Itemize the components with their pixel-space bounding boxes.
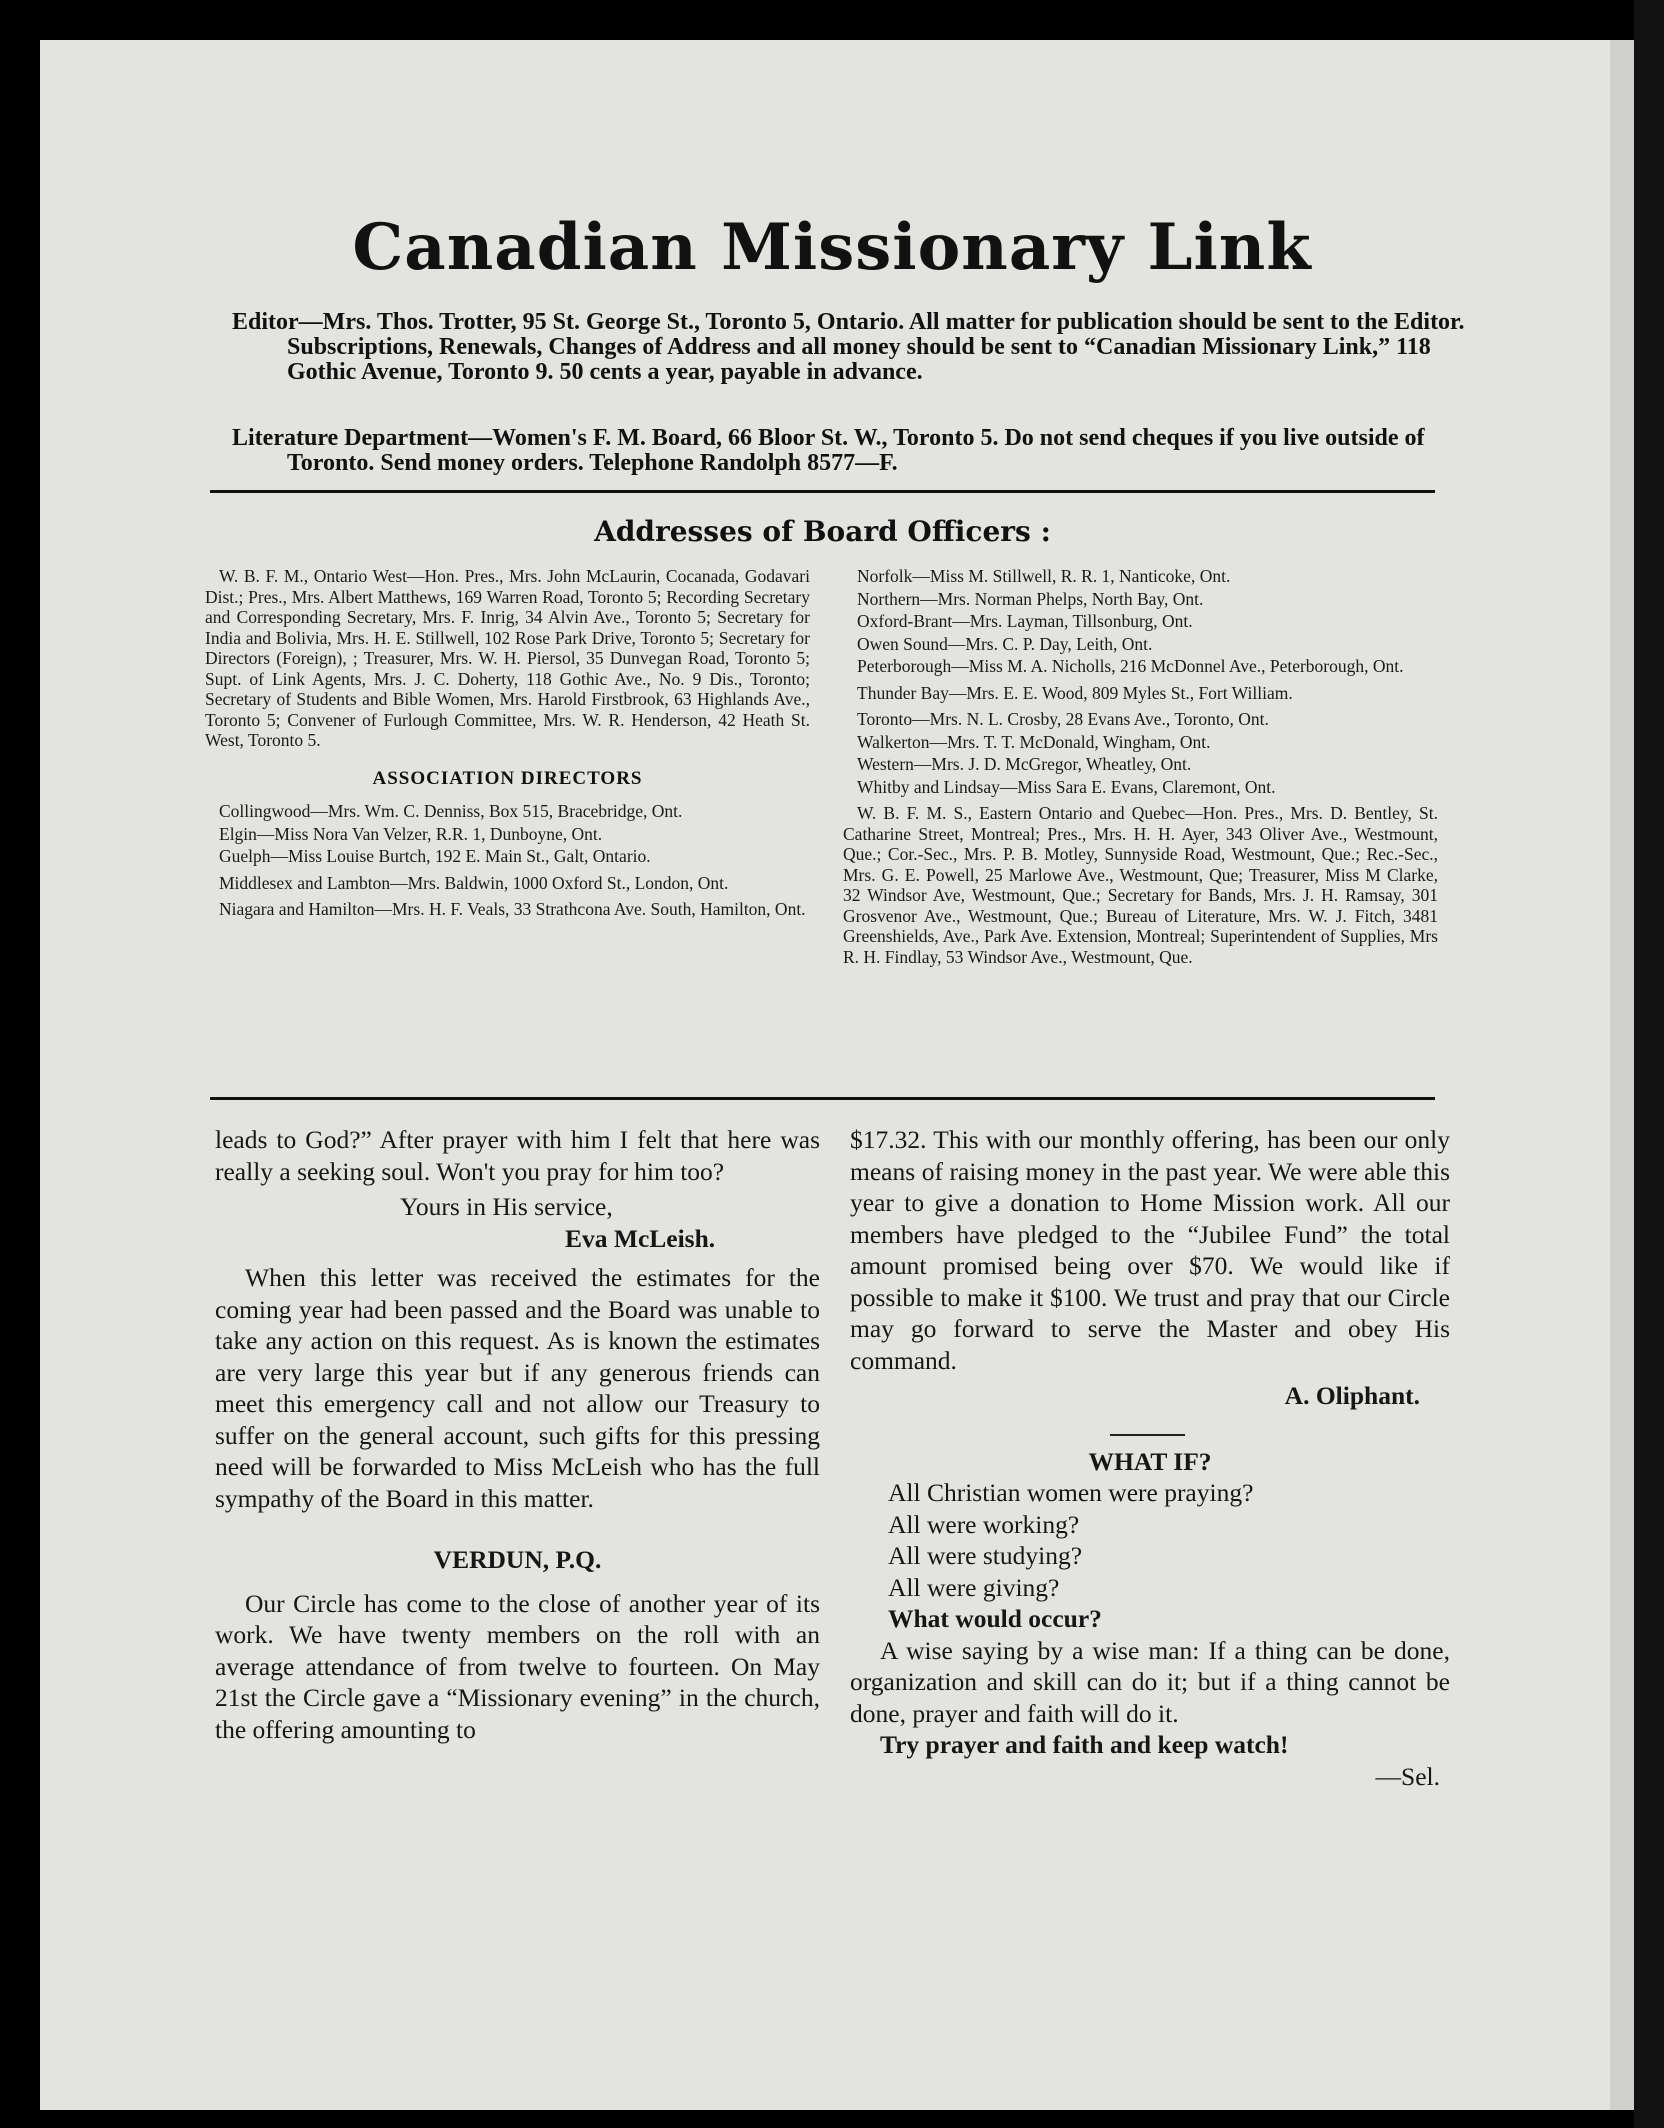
assoc-entry: Toronto—Mrs. N. L. Crosby, 28 Evans Ave., Toronto, Ont. (857, 709, 1269, 729)
assoc-entry: Owen Sound—Mrs. C. P. Day, Leith, Ont. (857, 633, 1153, 654)
header-rule (210, 490, 1435, 493)
what-if-heading: WHAT IF? (1088, 1446, 1212, 1476)
literature-info: Literature Department—Women's F. M. Board, 66 Bloor St. W., Toronto 5. Do not send cheques if you live outside of Toronto. Send money orders. Telephone Randolph 8577—F. (232, 425, 1425, 476)
oliphant-signature: A. Oliphant. (1284, 1381, 1420, 1410)
what-if-line: All were studying? (888, 1541, 1083, 1570)
try-prayer-line: Try prayer and faith and keep watch! (880, 1730, 1289, 1759)
assoc-entry: Northern—Mrs. Norman Phelps, North Bay, Ont. (857, 588, 1204, 609)
board-title: Addresses of Board Officers : (594, 515, 1051, 548)
assoc-entry: Middlesex and Lambton—Mrs. Baldwin, 1000 Oxford St., London, Ont. (219, 872, 729, 893)
verdun-heading: VERDUN, P.Q. (433, 1545, 602, 1574)
letter-end-paragraph: leads to God?” After prayer with him I felt that here was really a seeking soul. Won't you pray for him too? (215, 1125, 820, 1186)
assoc-entry: Peterborough—Miss M. A. Nicholls, 216 McDonnel Ave., Peterborough, Ont. (857, 656, 1404, 676)
eastern-board-officers: W. B. F. M. S., Eastern Ontario and Quebec—Hon. Pres., Mrs. D. Bentley, St. Catharine Street, Montreal; Pres., Mrs. H. H. Ayer, 343 Oliver Ave., Westmount, Que.; Cor.-Sec., Mrs. P. B. Motley, Sunnyside Road, Westmount, Que.; Rec.-Sec., Mrs. G. E. Powell, 25 Marlowe Ave., Westmount, Que; Treasurer, Miss M Clarke, 32 Windsor Ave, Westmount, Que.; Secretary for Bands, Mrs. J. H. Ramsay, 301 Grosvenor Ave., Westmount, Que.; Bureau of Literature, Mrs. W. J. Fitch, 3481 Greenshields, Ave., Park Ave. Extension, Montreal; Superintendent of Supplies, Mrs R. H. Findlay, 53 Windsor Ave., Westmount, Que. (843, 803, 1438, 967)
assoc-entry: Niagara and Hamilton—Mrs. H. F. Veals, 33 Strathcona Ave. South, Hamilton, Ont. (219, 899, 806, 919)
what-if-line: All were working? (888, 1509, 1080, 1539)
what-if-line: All Christian women were praying? (888, 1478, 1254, 1507)
verdun-continued-paragraph: $17.32. This with our monthly offering, has been our only means of raising money in the past year. We were able this year to give a donation to Home Mission work. All our members have pledged to the “Jubilee Fund” the total amount promised being over $70. We would like if possible to make it $100. We trust and pray that our Circle may go forward to serve the Master and obey His command. (850, 1125, 1450, 1375)
source-credit: —Sel. (1375, 1761, 1440, 1791)
wise-saying-paragraph: A wise saying by a wise man: If a thing can be done, organization and skill can do it; but if a thing cannot be done, prayer and faith will do it. (850, 1635, 1450, 1728)
board-right-column (843, 566, 1438, 969)
board-rule (210, 1097, 1435, 1100)
what-would-occur: What would occur? (888, 1604, 1102, 1633)
assoc-entry: Whitby and Lindsay—Miss Sara E. Evans, Claremont, Ont. (857, 776, 1276, 797)
verdun-paragraph: Our Circle has come to the close of another year of its work. We have twenty members on the roll with an average attendance of from twelve to fourteen. On May 21st the Circle gave a “Missionary evening” in the church, the offering amounting to (215, 1588, 820, 1744)
board-left-column (205, 566, 810, 922)
assoc-entry: Collingwood—Mrs. Wm. C. Denniss, Box 515, Bracebridge, Ont. (219, 801, 683, 821)
editor-info: Editor—Mrs. Thos. Trotter, 95 St. George St., Toronto 5, Ontario. All matter for publication should be sent to the Editor. Subscriptions, Renewals, Changes of Address and all money should be sent to “Canadian Missionary Link,” 118 Gothic Avenue, Toronto 9. 50 cents a year, payable in advance. (232, 309, 1465, 385)
masthead-title: Canadian Missionary Link (352, 210, 1312, 285)
assoc-entry: Walkerton—Mrs. T. T. McDonald, Wingham, Ont. (857, 731, 1211, 752)
assoc-entry: Oxford-Brant—Mrs. Layman, Tillsonburg, Ont. (857, 611, 1193, 631)
assoc-entry: Elgin—Miss Nora Van Velzer, R.R. 1, Dunboyne, Ont. (219, 823, 603, 844)
assoc-entry: Norfolk—Miss M. Stillwell, R. R. 1, Nanticoke, Ont. (857, 566, 1231, 586)
letter-closing: Yours in His service, (400, 1192, 613, 1221)
left-column (215, 1124, 820, 1745)
assoc-entry: Guelph—Miss Louise Burtch, 192 E. Main St., Galt, Ontario. (219, 846, 651, 866)
assoc-entry: Thunder Bay—Mrs. E. E. Wood, 809 Myles St., Fort William. (857, 682, 1293, 703)
what-if-line: All were giving? (888, 1572, 1060, 1602)
letter-signature: Eva McLeish. (565, 1223, 716, 1253)
section-divider (1110, 1434, 1185, 1436)
assoc-entry: Western—Mrs. J. D. McGregor, Wheatley, Ont. (857, 754, 1192, 774)
scan-border (1634, 0, 1664, 2128)
ontario-west-officers: W. B. F. M., Ontario West—Hon. Pres., Mrs. John McLaurin, Cocanada, Godavari Dist.; Pres., Mrs. Albert Matthews, 169 Warren Road, Toronto 5; Recording Secretary and Corresponding Secretary, Mrs. F. Inrig, 34 Alvin Ave., Toronto 5; Secretary for India and Bolivia, Mrs. H. E. Stillwell, 102 Rose Park Drive, Toronto 5; Secretary for Directors (Foreign), ; Treasurer, Mrs. W. H. Piersol, 35 Dunvegan Road, Toronto 5; Supt. of Link Agents, Mrs. J. C. Doherty, 118 Gothic Ave., No. 9 Dis., Toronto; Secretary of Students and Bible Women, Mrs. Harold Firstbrook, 63 Highlands Ave., Toronto 5; Convener of Furlough Committee, Mrs. W. R. Henderson, 42 Heath St. West, Toronto 5. (205, 566, 810, 750)
page-edge (1610, 40, 1634, 2110)
estimates-paragraph: When this letter was received the estimates for the coming year had been passed and the Board was unable to take any action on this request. As is known the estimates are very large this year but if any generous friends can meet this emergency call and not allow our Treasury to suffer on the general account, such gifts for this pressing need will be forwarded to Miss McLeish who has the full sympathy of the Board in this matter. (215, 1263, 820, 1513)
right-column (850, 1124, 1450, 1792)
association-heading: ASSOCIATION DIRECTORS (372, 767, 643, 789)
